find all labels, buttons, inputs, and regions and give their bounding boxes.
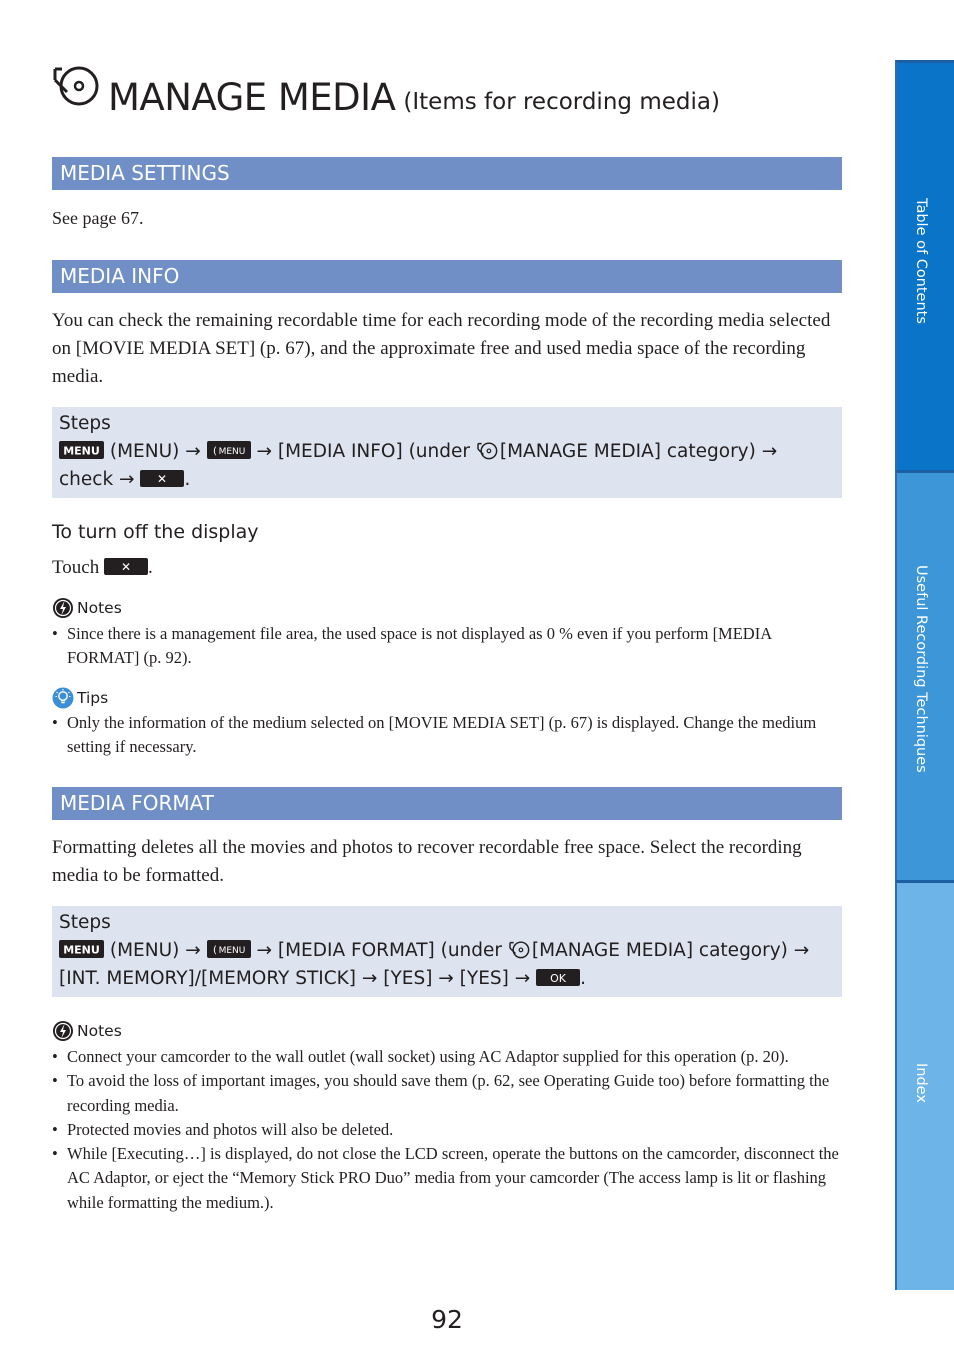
- tips-heading: [52, 686, 108, 710]
- steps-text-5: .: [184, 469, 191, 490]
- list-item: • Connect your camcorder to the wall outlet (wall socket) using AC Adaptor supplied for this operation (p. 20).: [52, 1045, 844, 1069]
- media-info-notes-list: [52, 622, 844, 671]
- lightbulb-icon: [52, 687, 74, 709]
- steps-text-2: → [MEDIA FORMAT] (under: [250, 940, 508, 961]
- svg-text:(: (: [212, 945, 217, 956]
- svg-text:✕: ✕: [120, 560, 131, 575]
- media-format-text: Formatting deletes all the movies and photos to recover recordable free space. Select the recording media to be formatted.: [52, 837, 802, 886]
- menu-category-label: MENU: [218, 447, 245, 457]
- svg-text:(: (: [212, 446, 217, 457]
- title-main: MANAGE MEDIA: [108, 76, 396, 119]
- steps-text-4: [INT. MEMORY]/[MEMORY STICK] → [YES] → [YES] →: [59, 968, 537, 989]
- sidebar-item-useful-recording-techniques[interactable]: [895, 470, 954, 880]
- media-info-tips-list: [52, 711, 844, 760]
- steps-label: Steps: [59, 413, 111, 434]
- svg-text:✕: ✕: [157, 471, 168, 486]
- notes-label: Notes: [77, 599, 122, 617]
- notes-warning-icon: [52, 597, 74, 619]
- steps-text-menu: (MENU) →: [104, 940, 207, 961]
- media-info-steps-box: [52, 407, 842, 498]
- sidebar-item-label: Useful Recording Techniques: [913, 565, 929, 773]
- close-button-icon[interactable]: [140, 470, 184, 487]
- list-item: • Only the information of the medium selected on [MOVIE MEDIA SET] (p. 67) is displayed. Change the medium setting if necessary.: [52, 711, 844, 760]
- steps-text-menu: (MENU) →: [104, 441, 207, 462]
- steps-line-1: [59, 937, 834, 965]
- touch-text: Touch: [52, 557, 104, 578]
- close-button-icon[interactable]: [104, 558, 148, 575]
- list-item: • To avoid the loss of important images, you should save them (p. 62, see Operating Guide too) before formatting the recording media.: [52, 1069, 844, 1118]
- list-item: • Since there is a management file area, the used space is not displayed as 0 % even if you perform [MEDIA FORMAT] (p. 92).: [52, 622, 844, 671]
- steps-text-3: [MANAGE MEDIA] category) →: [531, 940, 810, 961]
- section-heading-media-format: MEDIA FORMAT: [52, 787, 842, 820]
- manage-media-icon: [476, 440, 500, 460]
- list-item: • While [Executing…] is displayed, do not close the LCD screen, operate the buttons on the camcorder, disconnect the AC Adaptor, or eject the “Memory Stick PRO Duo” media from your camcorder (The access lamp is lit or flashing while formatting the medium.).: [52, 1142, 844, 1215]
- manage-media-icon: [52, 60, 102, 108]
- touch-period: .: [147, 557, 153, 578]
- menu-category-label: MENU: [218, 946, 245, 956]
- media-format-steps-box: [52, 906, 842, 997]
- sidebar: [895, 60, 954, 1290]
- steps-line-1: [59, 438, 834, 466]
- page-title: [52, 60, 720, 119]
- steps-line-2: [59, 965, 834, 993]
- menu-button-icon[interactable]: [59, 940, 104, 958]
- steps-text-2: → [MEDIA INFO] (under: [250, 441, 476, 462]
- menu-icon-label: MENU: [63, 444, 100, 458]
- notes-label: Notes: [77, 1022, 122, 1040]
- turn-off-heading: To turn off the display: [52, 521, 259, 543]
- svg-text:OK: OK: [550, 971, 567, 985]
- page-number: 92: [431, 1305, 463, 1334]
- steps-label: Steps: [59, 912, 111, 933]
- section-heading-media-settings: MEDIA SETTINGS: [52, 157, 842, 190]
- sidebar-item-label: Index: [913, 1063, 929, 1103]
- tips-label: Tips: [77, 689, 109, 707]
- turn-off-text: [52, 554, 844, 582]
- list-item: • Protected movies and photos will also be deleted.: [52, 1118, 844, 1142]
- ok-button-icon[interactable]: [536, 969, 580, 986]
- steps-text-3: [MANAGE MEDIA] category) →: [499, 441, 778, 462]
- steps-text-5: .: [580, 968, 586, 989]
- menu-icon-label: MENU: [63, 943, 100, 957]
- sidebar-item-table-of-contents[interactable]: [895, 60, 954, 470]
- section-heading-media-info: MEDIA INFO: [52, 260, 842, 293]
- notes-heading: [52, 596, 122, 620]
- media-settings-text: See page 67.: [52, 208, 144, 228]
- steps-text-4: check →: [59, 469, 141, 490]
- title-subtitle: (Items for recording media): [403, 89, 720, 115]
- sidebar-item-index[interactable]: [895, 880, 954, 1290]
- menu-category-button-icon[interactable]: [207, 441, 251, 459]
- notes-warning-icon: [52, 1020, 74, 1042]
- steps-line-2: [59, 466, 834, 494]
- menu-button-icon[interactable]: [59, 441, 104, 459]
- media-info-text: You can check the remaining recordable time for each recording mode of the recording media selected on [MOVIE MEDIA SET] (p. 67), and the approximate free and used media space of the recording media.: [52, 310, 831, 387]
- notes-heading: [52, 1019, 122, 1043]
- manage-media-icon: [508, 939, 532, 959]
- media-format-notes-list: [52, 1045, 844, 1215]
- sidebar-item-label: Table of Contents: [913, 198, 929, 324]
- menu-category-button-icon[interactable]: [207, 940, 251, 958]
